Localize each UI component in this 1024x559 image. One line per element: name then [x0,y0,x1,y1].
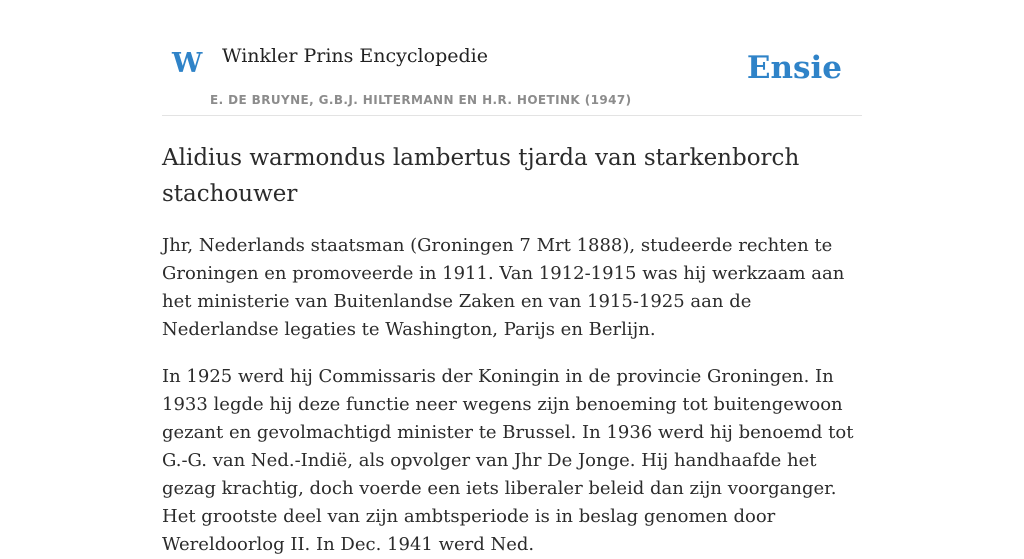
brand-logo[interactable]: Ensie [746,50,842,86]
article [162,140,862,559]
article-paragraph-1: Jhr, Nederlands staatsman (Groningen 7 Mrt 1888), studeerde rechten te Groningen en promoveerde in 1911. Van 1912-1915 was hij werkzaam aan het ministerie van Buitenlandse Zaken en van 1915-1925 aan de Nederlandse legaties te Washington, Parijs en Berlijn. [162,235,845,340]
book-logo[interactable]: W [172,48,203,79]
article-paragraph-2: In 1925 werd hij Commissaris der Koningin in de provincie Groningen. In 1933 legde hij deze functie neer wegens zijn benoeming tot buitengewoon gezant en gevolmachtigd minister te Brussel. In 1936 werd hij benoemd tot G.-G. van Ned.-Indië, als opvolger van Jhr De Jonge. Hij handhaafde het gezag krachtig, doch voerde een iets liberaler beleid dan zijn voorganger. Het grootste deel van zijn ambtsperiode is in beslag genomen door Wereldoorlog II. In Dec. 1941 werd Ned. [162,366,854,555]
book-authors: E. DE BRUYNE, G.B.J. HILTERMANN EN H.R. HOETINK (1947) [210,93,632,107]
article-title: Alidius warmondus lambertus tjarda van starkenborch stachouwer [162,145,800,207]
page [162,0,862,555]
book-title[interactable]: Winkler Prins Encyclopedie [222,45,488,67]
site-header [162,0,862,116]
